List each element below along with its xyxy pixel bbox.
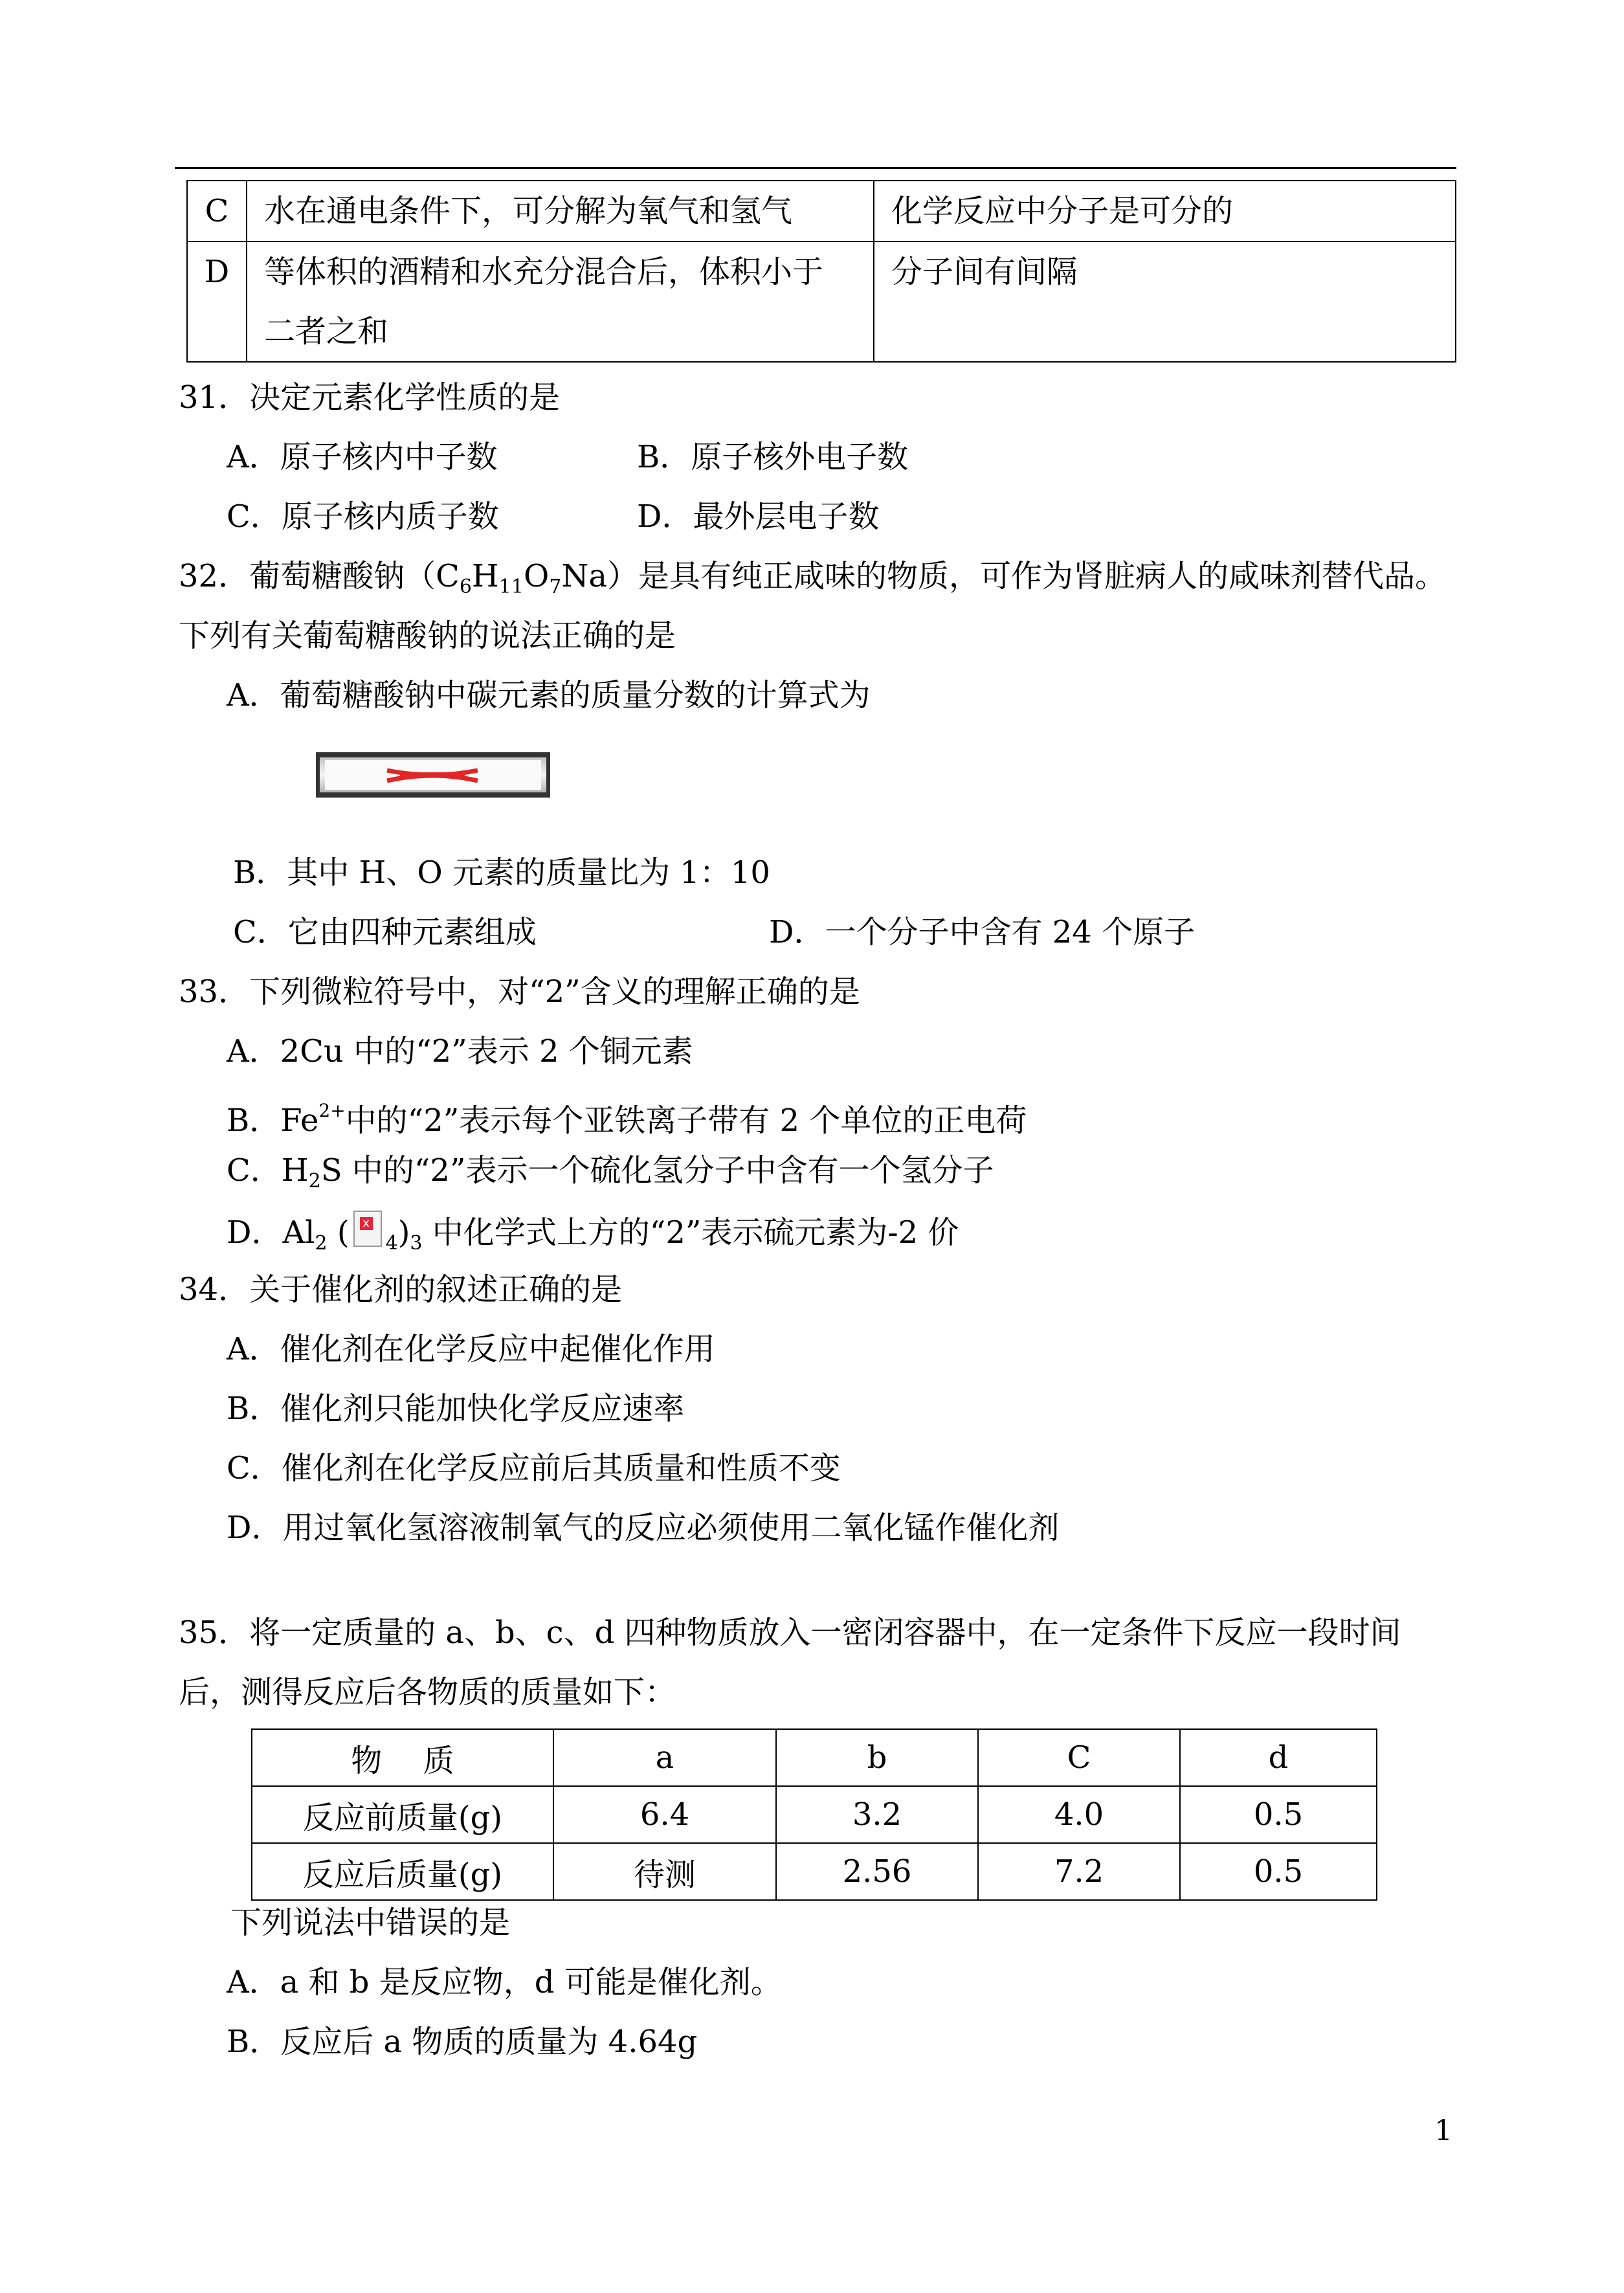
page-number: 1: [1434, 2114, 1452, 2147]
table-cell: 0.5: [1180, 1786, 1377, 1843]
q32-option-c: C．它由四种元素组成: [233, 914, 537, 950]
header-cell: 物 质: [252, 1729, 553, 1786]
q31-option-b: B．原子核外电子数: [637, 439, 909, 475]
q32-stem: 32．葡萄糖酸钠$(C_6H_{11}O_7Na)$是具有纯正咸味的物质，可作为肾脏病人的咸味剂替代品。: [179, 558, 1447, 598]
q33-option-a: A．2Cu 中的“2”表示 2 个铜元素: [227, 1033, 693, 1069]
header-cell: b: [776, 1729, 978, 1786]
table-cell: 6.4: [553, 1786, 776, 1843]
broken-formula-image: [316, 751, 550, 799]
table-row: [187, 241, 1456, 362]
q34-option-c: C．催化剂在化学反应前后其质量和性质不变: [227, 1450, 841, 1486]
phenomenon-cell: 水在通电条件下，可分解为氧气和氢气: [247, 181, 874, 241]
q33-option-d: D．$Al_2$ ( x $_4)_3$ 中化学式上方的“2”表示硫元素为-2 价: [227, 1211, 959, 1263]
table-row: [252, 1786, 1377, 1843]
q35-stem-line2: 后，测得反应后各物质的质量如下：: [179, 1674, 676, 1710]
mass-data-table: [251, 1728, 1377, 1901]
q34-stem: 34．关于催化剂的叙述正确的是: [179, 1271, 623, 1308]
explanation-cell: 化学反应中分子是可分的: [874, 181, 1456, 241]
table-cell: 7.2: [978, 1843, 1180, 1900]
header-cell: d: [1180, 1729, 1377, 1786]
q33-option-b: B．$Fe^{2+}$中的“2”表示每个亚铁离子带有 2 个单位的正电荷: [227, 1100, 1027, 1139]
row-letter: C: [187, 181, 247, 241]
q33-option-c: C．$H_2S$ 中的“2”表示一个硫化氢分子中含有一个氢分子: [227, 1152, 994, 1192]
row-letter: D: [187, 241, 247, 362]
q31-option-c: C．原子核内质子数: [227, 498, 499, 535]
table-row: [252, 1843, 1377, 1900]
q35-prompt: 下列说法中错误的是: [230, 1905, 511, 1941]
header-cell: a: [553, 1729, 776, 1786]
row-label: 反应前质量(g): [252, 1786, 553, 1843]
q32-option-d: D．一个分子中含有 24 个原子: [769, 914, 1196, 950]
q32-option-a: A．葡萄糖酸钠中碳元素的质量分数的计算式为: [227, 677, 871, 713]
q35-stem: 35．将一定质量的 a、b、c、d 四种物质放入一密闭容器中，在一定条件下反应一段时间: [179, 1615, 1401, 1651]
table-cell: 待测: [553, 1843, 776, 1900]
table-header-row: [252, 1729, 1377, 1786]
q33-stem: 33．下列微粒符号中，对“2”含义的理解正确的是: [179, 974, 860, 1010]
broken-image-icon: x: [353, 1211, 382, 1247]
phenomenon-line: 等体积的酒精和水充分混合后，体积小于: [264, 254, 824, 290]
phenomenon-line: 二者之和: [264, 313, 389, 350]
q35-option-a: A．a 和 b 是反应物，d 可能是催化剂。: [227, 1964, 782, 2000]
explanation-cell: 分子间有间隔: [874, 241, 1456, 362]
row-label: 反应后质量(g): [252, 1843, 553, 1900]
phenomenon-cell: [247, 241, 874, 362]
q31-stem: 31．决定元素化学性质的是: [179, 379, 561, 416]
table-cell: 0.5: [1180, 1843, 1377, 1900]
header-rule: [175, 167, 1456, 169]
q35-option-b: B．反应后 a 物质的质量为 4.64g: [227, 2024, 698, 2060]
table-row: [187, 181, 1456, 241]
options-table-top: [186, 180, 1456, 363]
q31-option-a: A．原子核内中子数: [227, 439, 498, 475]
q32-option-b: B．其中 H、O 元素的质量比为 1：10: [233, 855, 770, 891]
header-cell: C: [978, 1729, 1180, 1786]
q34-option-b: B．催化剂只能加快化学反应速率: [227, 1391, 685, 1427]
q34-option-d: D．用过氧化氢溶液制氧气的反应必须使用二氧化锰作催化剂: [227, 1510, 1060, 1546]
q34-option-a: A．催化剂在化学反应中起催化作用: [227, 1331, 715, 1367]
table-cell: 4.0: [978, 1786, 1180, 1843]
q32-stem-line2: 下列有关葡萄糖酸钠的说法正确的是: [179, 618, 676, 654]
table-cell: 3.2: [776, 1786, 978, 1843]
q31-option-d: D．最外层电子数: [637, 498, 880, 535]
table-cell: 2.56: [776, 1843, 978, 1900]
